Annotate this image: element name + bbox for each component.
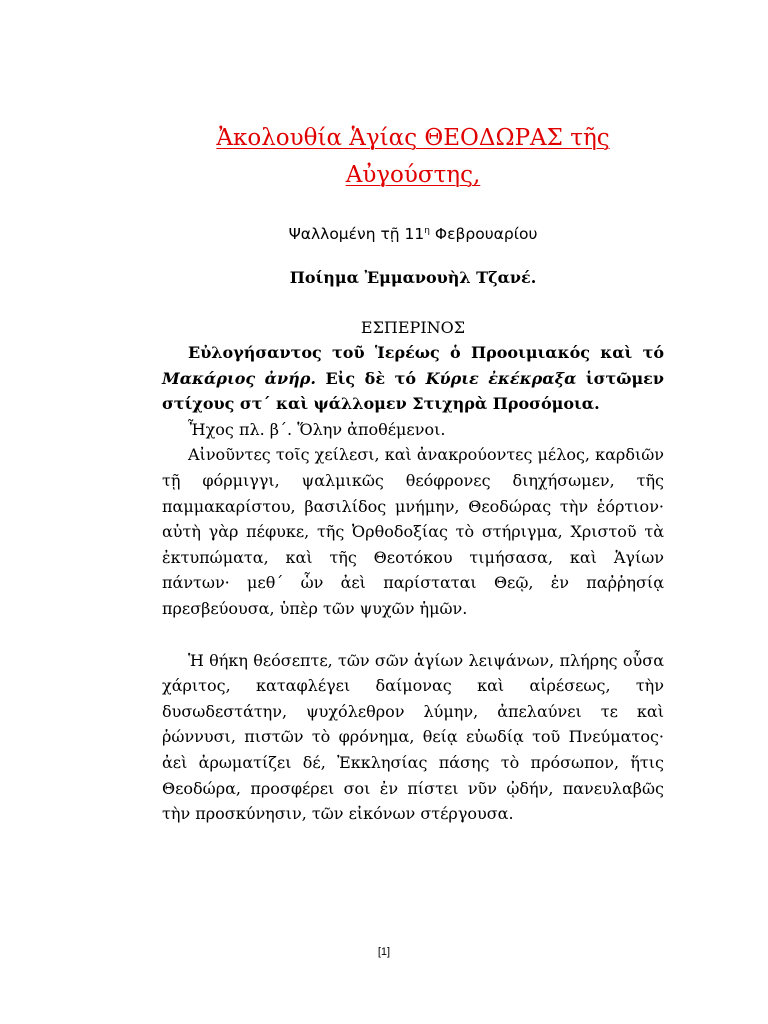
rubric-part-1: Εὐλογήσαντος τοῦ Ἱερέως ὁ Προοιμιακός καὶ τό: [188, 343, 664, 362]
title-line-1: Ἀκολουθία Ἁγίας ΘΕΟΔΩΡΑΣ τῆς: [216, 125, 610, 151]
rubric-part-3: ἱστῶμεν στίχους στ΄ καὶ ψάλλομεν Στιχηρὰ Προσόμοια.: [162, 368, 664, 414]
page-number: [1]: [377, 946, 391, 958]
hymn-2: Ἡ θήκη θεόσεπτε, τῶν σῶν ἁγίων λειψάνων, πλήρης οὖσα χάριτος, καταφλέγει δαίμονας καὶ αἱρέσεως, τὴν δυσωδεστάτην, ψυχόλεθρον λύμην, ἀπελαύνει τε καὶ ῥώννυσι, πιστῶν τὸ φρόνημα, θείᾳ εὐωδίᾳ τοῦ Πνεύματος· ἀεὶ ἀρωματίζει δέ, Ἐκκλησίας πάσης τὸ πρόσωπον, ἥτις Θεοδώρα, προσφέρει σοι ἐν πίστει νῦν ᾠδήν, πανευλαβῶς τὴν προσκύνησιν, τῶν εἰκόνων στέργουσα.: [162, 650, 664, 824]
document-title: [162, 120, 664, 194]
feast-date-before: Ψαλλομένη τῇ 11: [288, 225, 425, 243]
feast-date-after: Φεβρουαρίου: [429, 225, 538, 243]
feast-date-superscript: η: [424, 225, 430, 236]
author-line: Ποίημα Ἐμμανουὴλ Τζανέ.: [289, 268, 537, 287]
tone-line: Ἦχος πλ. β΄. Ὅλην ἀποθέμενοι.: [188, 419, 446, 439]
rubric-italic-2: Κύριε ἐκέκραξα: [425, 368, 577, 388]
document-page: [162, 110, 664, 827]
feast-date: [162, 225, 664, 243]
title-line-2: Αὐγούστης,: [345, 162, 481, 188]
rubric-italic-1: Μακάριος ἀνήρ.: [162, 368, 316, 388]
section-heading: ΕΣΠΕΡΙΝΟΣ: [360, 318, 466, 337]
rubric-paragraph: [162, 340, 664, 417]
rubric-part-2: Εἰς δὲ τό: [315, 368, 426, 388]
hymn-1: Αἰνοῦντες τοῖς χείλεσι, καὶ ἀνακρούοντες μέλος, καρδιῶν τῇ φόρμιγγι, ψαλμικῶς θεόφρονες διηχήσωμεν, τῆς παμμακαρίστου, βασιλίδος μνήμην, Θεοδώρας τὴν ἑόρτιον· αὐτὴ γὰρ πέφυκε, τῆς Ὀρθοδοξίας τὸ στήριγμα, Χριστοῦ τὰ ἐκτυπώματα, καὶ τῆς Θεοτόκου τιμήσασα, καὶ Ἁγίων πάντων· μεθ΄ ὧν ἀεὶ παρίσταται Θεῷ, ἐν παῤῥησίᾳ πρεσβεύουσα, ὑπὲρ τῶν ψυχῶν ἡμῶν.: [162, 445, 664, 618]
